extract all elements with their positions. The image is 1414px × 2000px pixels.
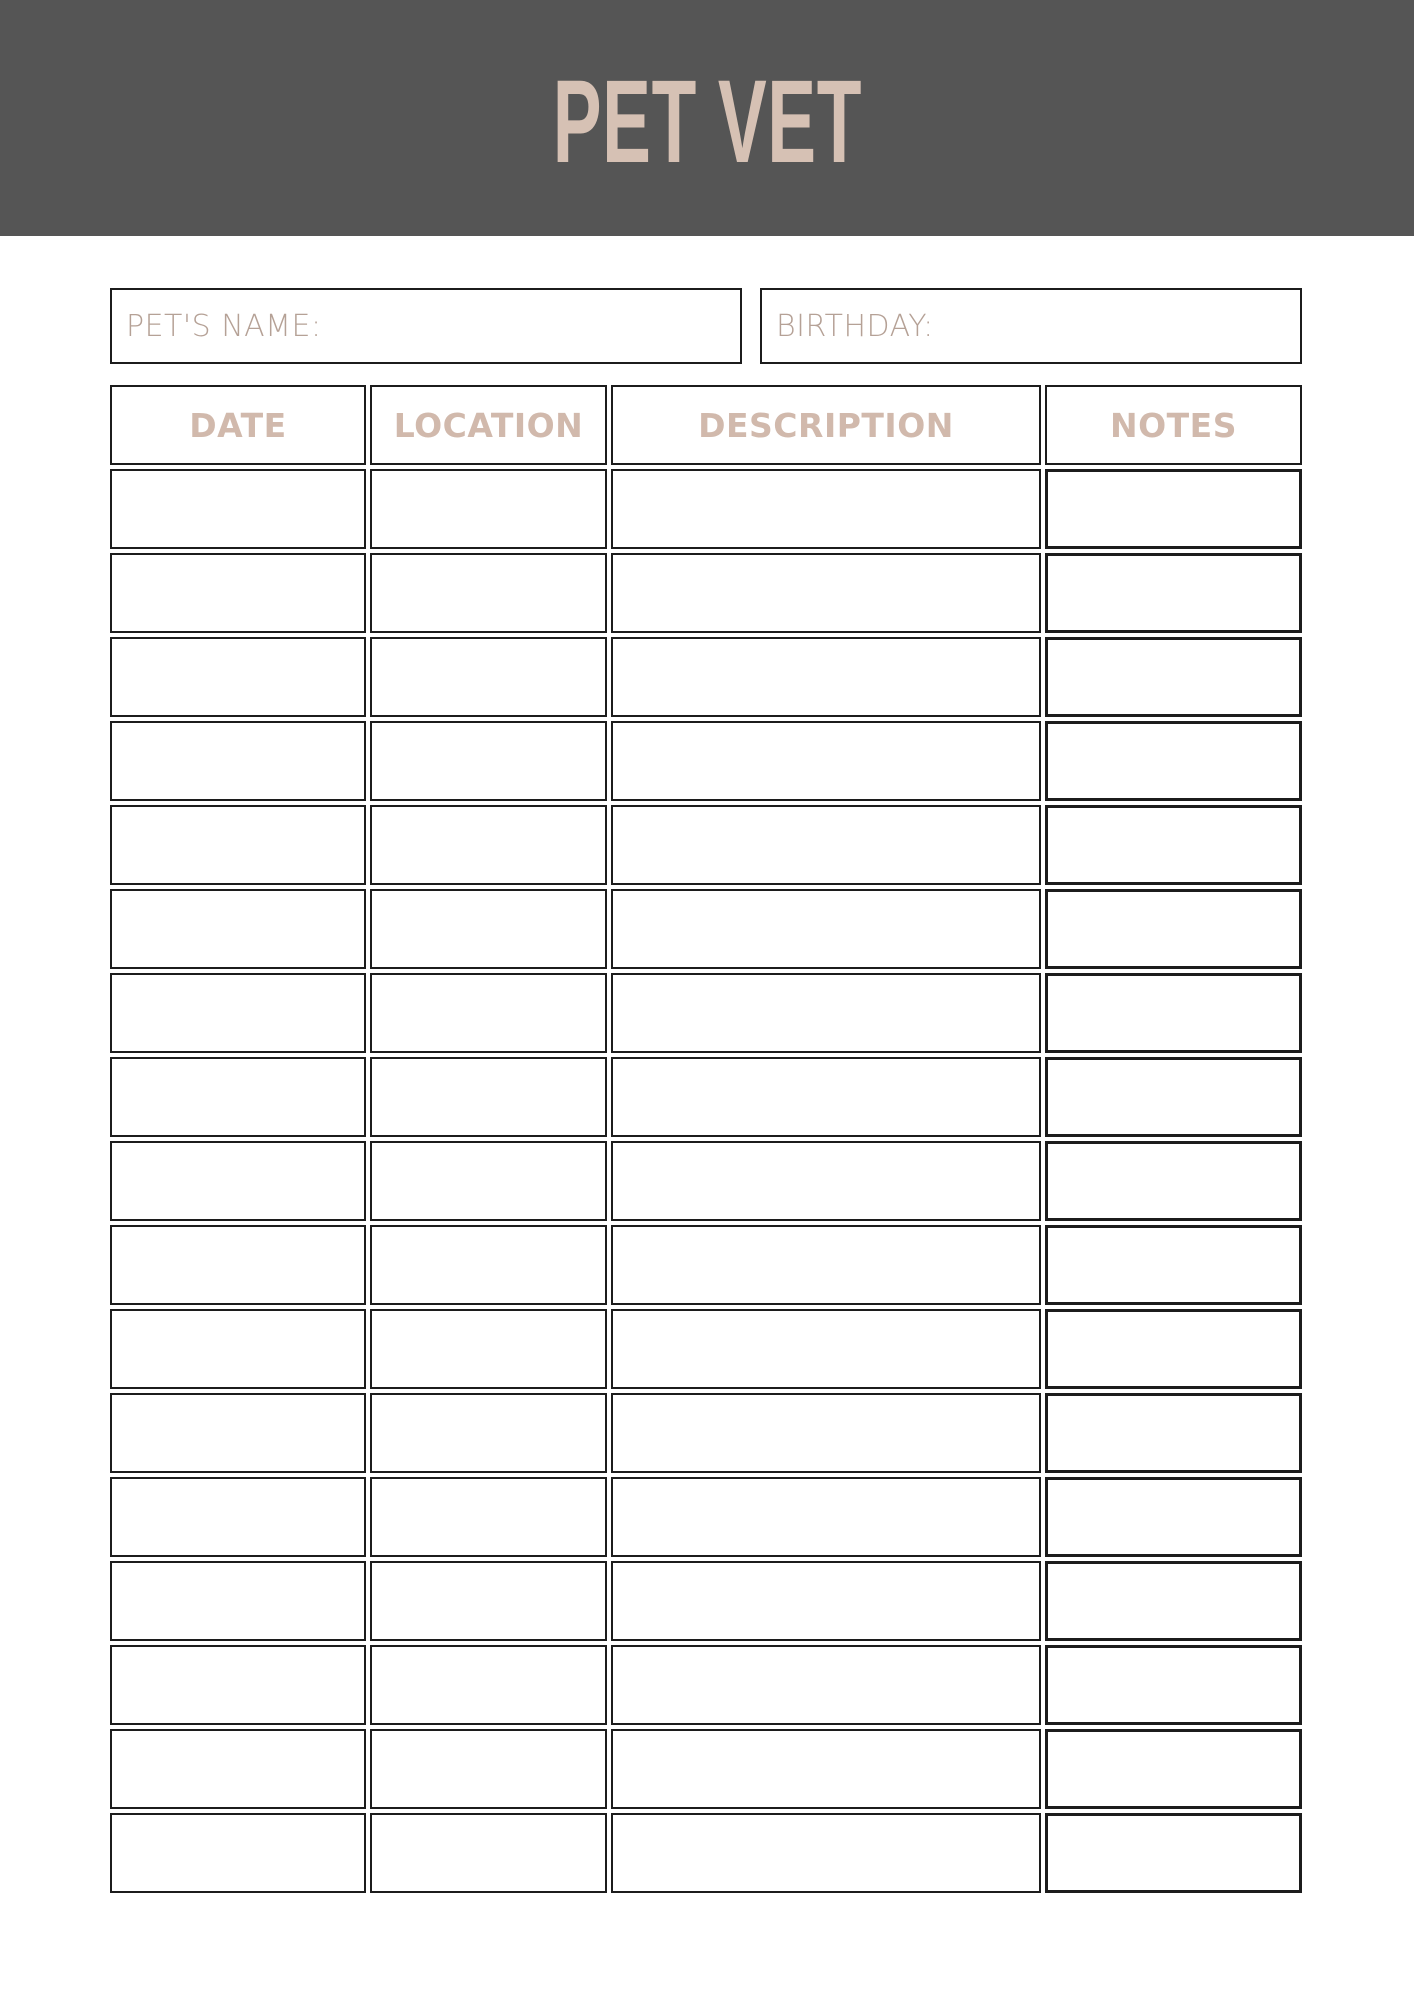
table-cell-location[interactable] xyxy=(370,553,607,633)
table-cell-notes[interactable] xyxy=(1045,1645,1302,1725)
column-header-label: DATE xyxy=(189,405,287,445)
table-cell-date[interactable] xyxy=(110,1225,366,1305)
table-cell-description[interactable] xyxy=(611,1309,1041,1389)
table-cell-description[interactable] xyxy=(611,1477,1041,1557)
table-cell-notes[interactable] xyxy=(1045,973,1302,1053)
table-cell-location[interactable] xyxy=(370,1477,607,1557)
table-cell-date[interactable] xyxy=(110,973,366,1053)
table-cell-description[interactable] xyxy=(611,889,1041,969)
table-cell-date[interactable] xyxy=(110,1729,366,1809)
table-cell-location[interactable] xyxy=(370,805,607,885)
table-cell-date[interactable] xyxy=(110,553,366,633)
table-cell-notes[interactable] xyxy=(1045,889,1302,969)
table-cell-date[interactable] xyxy=(110,1645,366,1725)
table-cell-location[interactable] xyxy=(370,1561,607,1641)
table-cell-notes[interactable] xyxy=(1045,1393,1302,1473)
table-cell-location[interactable] xyxy=(370,1645,607,1725)
pet-name-field[interactable] xyxy=(110,288,742,364)
table-cell-date[interactable] xyxy=(110,721,366,801)
table-cell-location[interactable] xyxy=(370,1813,607,1893)
table-cell-date[interactable] xyxy=(110,469,366,549)
table-cell-notes[interactable] xyxy=(1045,1813,1302,1893)
table-cell-notes[interactable] xyxy=(1045,1141,1302,1221)
table-cell-date[interactable] xyxy=(110,637,366,717)
table-cell-date[interactable] xyxy=(110,805,366,885)
table-cell-location[interactable] xyxy=(370,637,607,717)
birthday-label: BIRTHDAY: xyxy=(776,308,934,344)
page-title: PET VET xyxy=(552,56,862,188)
table-cell-description[interactable] xyxy=(611,973,1041,1053)
table-cell-location[interactable] xyxy=(370,1057,607,1137)
table-cell-date[interactable] xyxy=(110,1309,366,1389)
table-cell-notes[interactable] xyxy=(1045,1561,1302,1641)
table-cell-description[interactable] xyxy=(611,721,1041,801)
table-cell-description[interactable] xyxy=(611,1141,1041,1221)
table-cell-notes[interactable] xyxy=(1045,553,1302,633)
table-cell-location[interactable] xyxy=(370,721,607,801)
column-header-label: NOTES xyxy=(1110,405,1237,445)
table-cell-date[interactable] xyxy=(110,1057,366,1137)
table-cell-notes[interactable] xyxy=(1045,637,1302,717)
table-cell-description[interactable] xyxy=(611,553,1041,633)
birthday-field[interactable] xyxy=(760,288,1302,364)
column-header-notes xyxy=(1045,385,1302,465)
table-cell-date[interactable] xyxy=(110,1141,366,1221)
column-header-label: LOCATION xyxy=(393,405,584,445)
vet-log-table xyxy=(110,385,1302,1893)
table-cell-location[interactable] xyxy=(370,1141,607,1221)
table-cell-description[interactable] xyxy=(611,469,1041,549)
table-cell-notes[interactable] xyxy=(1045,721,1302,801)
table-cell-date[interactable] xyxy=(110,1477,366,1557)
header-banner xyxy=(0,0,1414,236)
table-cell-notes[interactable] xyxy=(1045,469,1302,549)
pet-name-label: PET'S NAME: xyxy=(126,308,322,344)
table-cell-notes[interactable] xyxy=(1045,1225,1302,1305)
table-cell-date[interactable] xyxy=(110,1393,366,1473)
table-cell-location[interactable] xyxy=(370,889,607,969)
column-header-description xyxy=(611,385,1041,465)
table-cell-notes[interactable] xyxy=(1045,1057,1302,1137)
table-cell-location[interactable] xyxy=(370,1225,607,1305)
table-cell-date[interactable] xyxy=(110,1813,366,1893)
table-cell-description[interactable] xyxy=(611,1813,1041,1893)
table-cell-location[interactable] xyxy=(370,469,607,549)
column-header-date xyxy=(110,385,366,465)
table-cell-notes[interactable] xyxy=(1045,1729,1302,1809)
table-cell-notes[interactable] xyxy=(1045,1477,1302,1557)
table-cell-description[interactable] xyxy=(611,1645,1041,1725)
table-cell-description[interactable] xyxy=(611,637,1041,717)
table-cell-location[interactable] xyxy=(370,1729,607,1809)
table-cell-description[interactable] xyxy=(611,805,1041,885)
table-cell-notes[interactable] xyxy=(1045,1309,1302,1389)
table-cell-location[interactable] xyxy=(370,1393,607,1473)
table-cell-description[interactable] xyxy=(611,1225,1041,1305)
table-cell-location[interactable] xyxy=(370,1309,607,1389)
table-cell-notes[interactable] xyxy=(1045,805,1302,885)
table-cell-date[interactable] xyxy=(110,889,366,969)
column-header-label: DESCRIPTION xyxy=(698,405,954,445)
table-cell-description[interactable] xyxy=(611,1057,1041,1137)
table-cell-description[interactable] xyxy=(611,1561,1041,1641)
table-cell-description[interactable] xyxy=(611,1393,1041,1473)
table-cell-location[interactable] xyxy=(370,973,607,1053)
table-cell-description[interactable] xyxy=(611,1729,1041,1809)
column-header-location xyxy=(370,385,607,465)
table-cell-date[interactable] xyxy=(110,1561,366,1641)
